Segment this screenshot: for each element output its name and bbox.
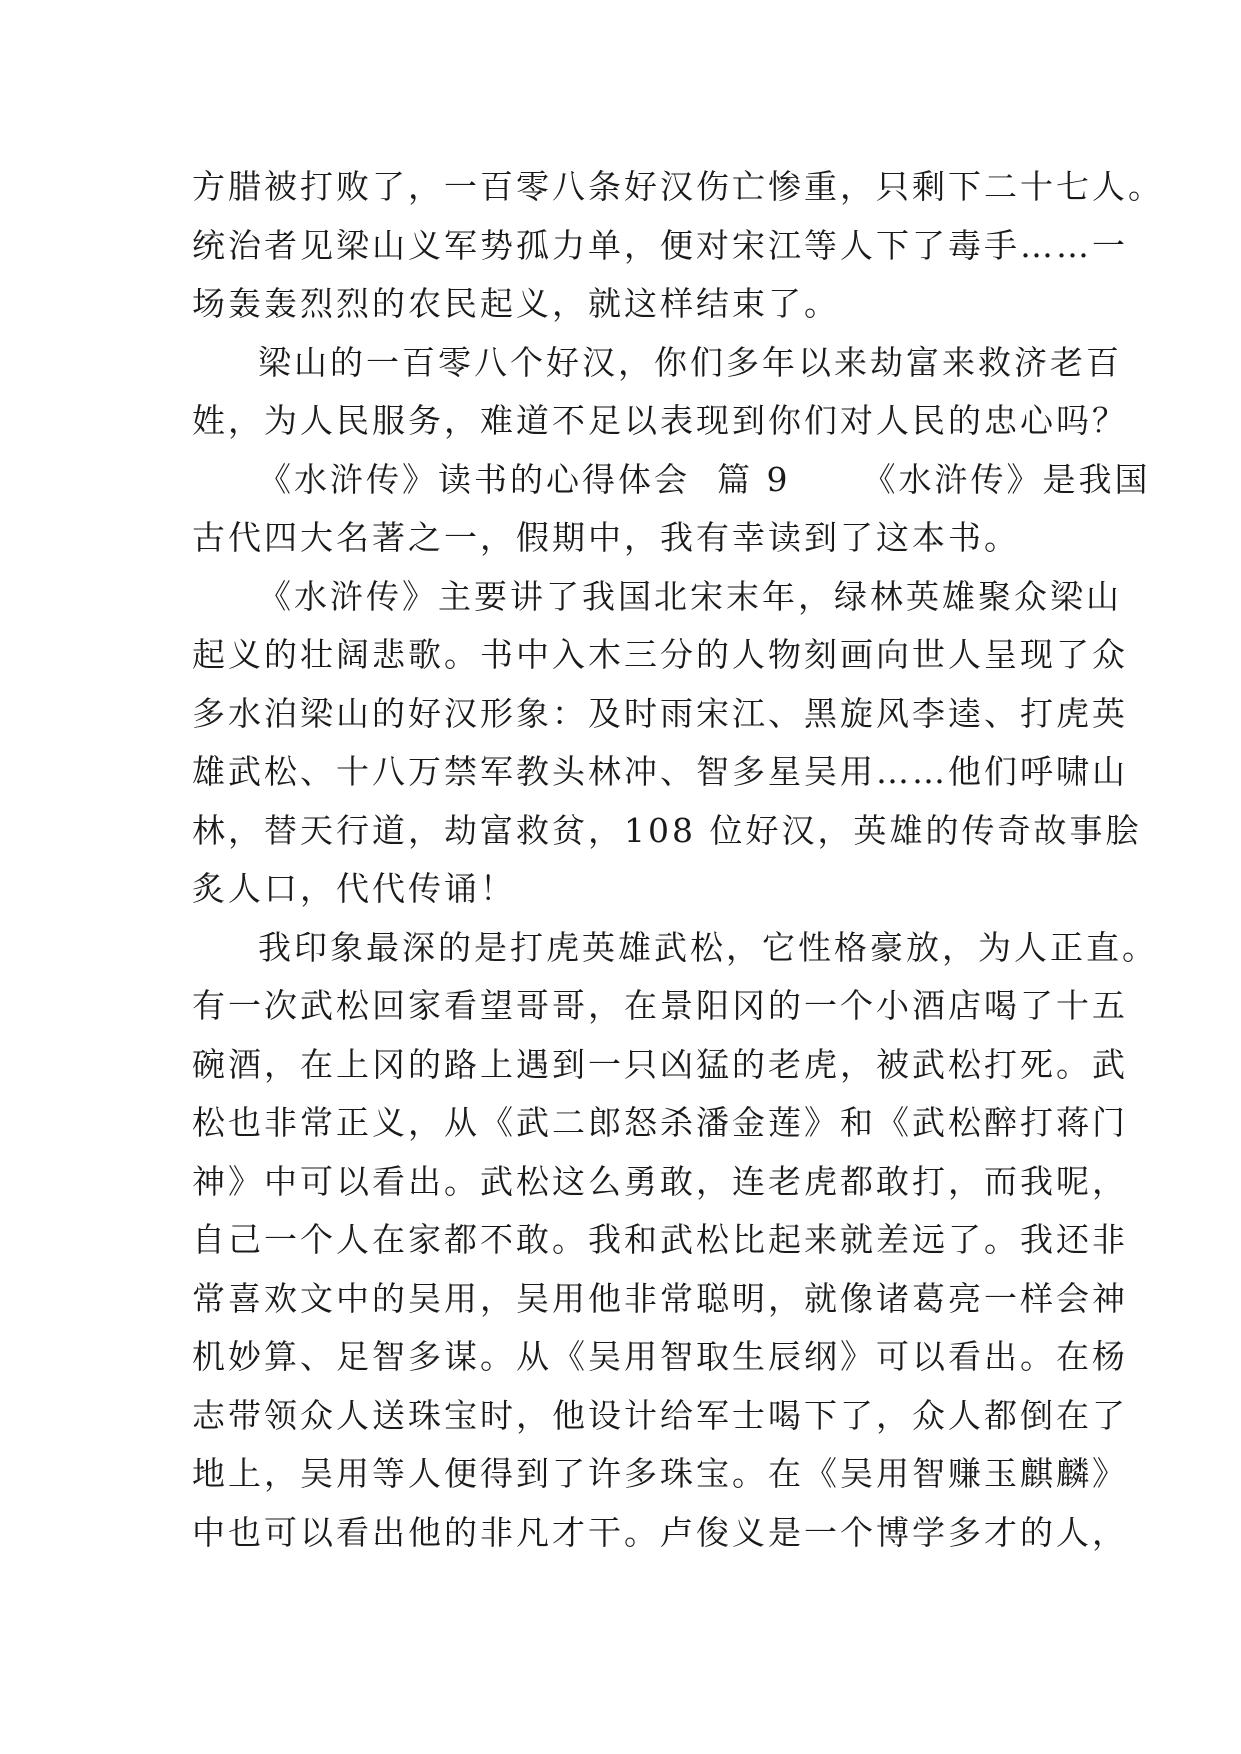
document-body: [192, 158, 1164, 1562]
section-heading: 《水浒传》读书的心得体会 篇 9: [258, 459, 791, 499]
text-line: 《水浒传》主要讲了我国北宋末年，绿林英雄聚众梁山: [258, 576, 1122, 616]
text-line: 场轰轰烈烈的农民起义，就这样结束了。: [192, 284, 840, 323]
text-line: 《水浒传》是我国: [862, 459, 1151, 499]
paragraph-4: [192, 568, 1142, 919]
text-line: 起义的壮阔悲歌。书中入木三分的人物刻画向世人呈现了众: [192, 635, 1128, 674]
text-line: 梁山的一百零八个好汉，你们多年以来劫富来救济老百: [258, 342, 1122, 382]
text-line: 姓，为人民服务，难道不足以表现到你们对人民的忠心吗？: [192, 401, 1128, 440]
text-line: 炙人口，代代传诵！: [192, 869, 516, 908]
text-line: 雄武松、十八万禁军教头林冲、智多星吴用……他们呼啸山: [192, 752, 1128, 791]
text-line: 松也非常正义，从《武二郎怒杀潘金莲》和《武松醉打蒋门: [192, 1103, 1128, 1142]
text-line: 多水泊梁山的好汉形象：及时雨宋江、黑旋风李逵、打虎英: [192, 693, 1128, 733]
text-line: 神》中可以看出。武松这么勇敢，连老虎都敢打，而我呢，: [192, 1161, 1128, 1201]
paragraph-5: [192, 919, 1158, 1563]
text-line: 碗酒，在上冈的路上遇到一只凶猛的老虎，被武松打死。武: [192, 1044, 1128, 1084]
text-line: 中也可以看出他的非凡才干。卢俊义是一个博学多才的人，: [192, 1512, 1128, 1552]
text-line: 统治者见梁山义军势孤力单，便对宋江等人下了毒手……一: [192, 225, 1128, 265]
text-line: 林，替天行道，劫富救贫，108 位好汉，英雄的传奇故事脍: [192, 810, 1142, 850]
text-line: 有一次武松回家看望哥哥，在景阳冈的一个小酒店喝了十五: [192, 986, 1128, 1025]
text-line: 志带领众人送珠宝时，他设计给军士喝下了，众人都倒在了: [192, 1395, 1128, 1435]
paragraph-2: [192, 334, 1128, 451]
text-line: 古代四大名著之一，假期中，我有幸读到了这本书。: [192, 518, 1020, 557]
paragraph-3: [192, 451, 1151, 568]
paragraph-1: [192, 158, 1164, 334]
text-line: 地上，吴用等人便得到了许多珠宝。在《吴用智赚玉麒麟》: [192, 1454, 1128, 1493]
text-line-with-heading: [192, 451, 1151, 510]
text-line: 常喜欢文中的吴用，吴用他非常聪明，就像诸葛亮一样会神: [192, 1278, 1128, 1318]
text-line: 方腊被打败了，一百零八条好汉伤亡惨重，只剩下二十七人。: [192, 167, 1164, 206]
text-line: 机妙算、足智多谋。从《吴用智取生辰纲》可以看出。在杨: [192, 1337, 1128, 1376]
text-line: 自己一个人在家都不敢。我和武松比起来就差远了。我还非: [192, 1220, 1128, 1259]
text-line: 我印象最深的是打虎英雄武松，它性格豪放，为人正直。: [258, 927, 1158, 967]
